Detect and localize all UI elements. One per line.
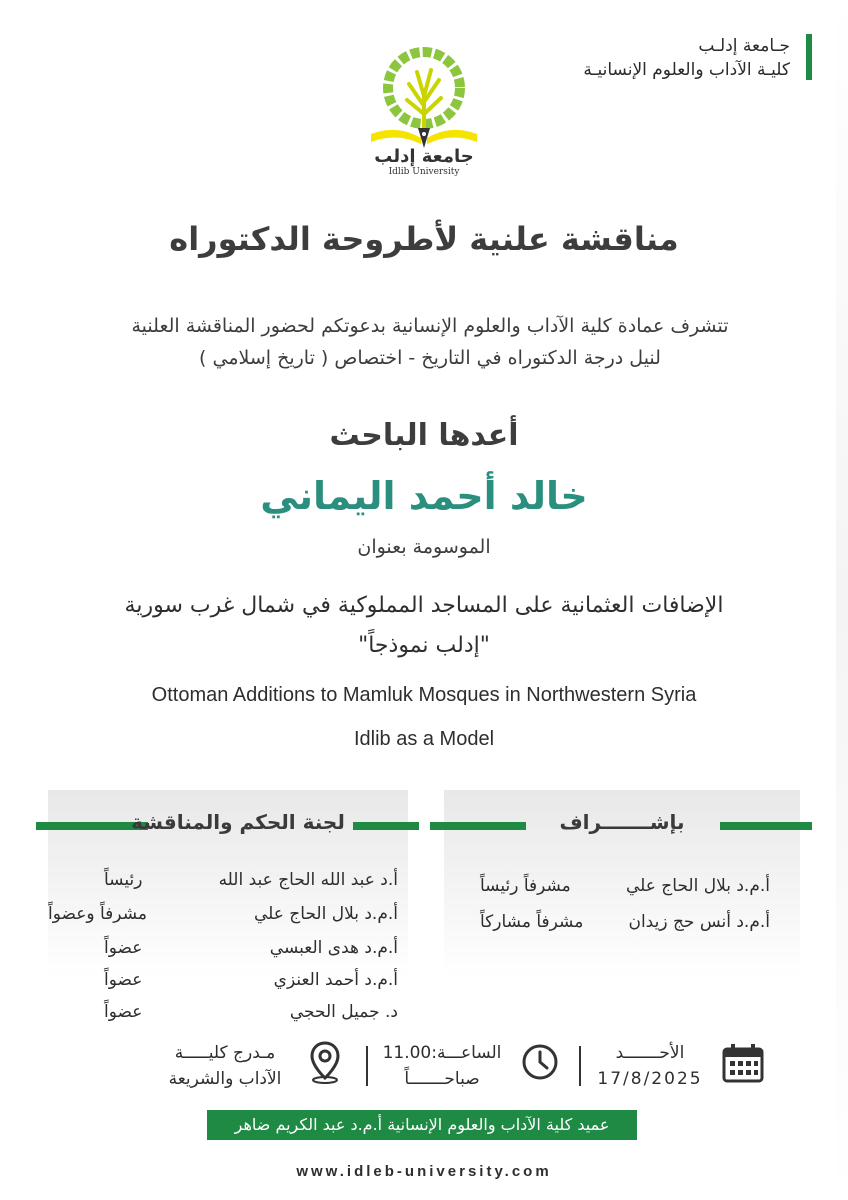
header-accent-bar bbox=[806, 34, 812, 80]
tree-book-logo-icon bbox=[359, 44, 489, 152]
committee-panel bbox=[48, 790, 408, 1040]
supervision-panel bbox=[444, 790, 800, 1040]
invitation-text bbox=[70, 310, 790, 374]
university-name: جـامعة إدلـب bbox=[698, 36, 790, 56]
info-divider-2 bbox=[366, 1046, 368, 1086]
clock-icon bbox=[520, 1042, 560, 1086]
researcher-name: خالد أحمد اليماني bbox=[260, 474, 588, 518]
supervision-heading-line-left bbox=[430, 822, 526, 830]
website-link[interactable]: www.idleb-university.com bbox=[296, 1163, 552, 1180]
university-header bbox=[512, 34, 812, 84]
committee-member-2-role: مشرفاً وعضواً bbox=[48, 904, 147, 924]
event-time bbox=[372, 1040, 512, 1092]
thesis-title-ar-line-2: "إدلب نموذجاً" bbox=[358, 633, 490, 658]
event-location-line-1: مـدرج كليـــــة bbox=[174, 1043, 276, 1063]
prepared-by-label: أعدها الباحث bbox=[329, 418, 519, 453]
thesis-title-arabic bbox=[0, 586, 848, 666]
committee-member-1-role: رئيساً bbox=[104, 870, 143, 890]
university-logo bbox=[354, 44, 494, 194]
supervision-heading-line-right bbox=[720, 822, 812, 830]
dean-banner: عميد كلية الآداب والعلوم الإنسانية أ.م.د عبد الكريم ضاهر bbox=[207, 1110, 637, 1140]
logo-arabic-name: جامعة إدلب bbox=[374, 146, 474, 167]
committee-member-5-name: د. جميل الحجي bbox=[289, 1002, 398, 1022]
committee-member-5-role: عضواً bbox=[104, 1002, 143, 1022]
thesis-title-en-line-1: Ottoman Additions to Mamluk Mosques in Northwestern Syria bbox=[151, 684, 697, 706]
event-location bbox=[150, 1040, 300, 1092]
calendar-icon bbox=[722, 1043, 764, 1087]
event-time-period: صباحـــــــاً bbox=[404, 1069, 480, 1089]
faculty-name: كليـة الآداب والعلوم الإنسانيـة bbox=[583, 60, 790, 80]
thesis-title-ar-line-1: الإضافات العثمانية على المساجد المملوكية في شمال غرب سورية bbox=[124, 593, 724, 618]
thesis-title-en-line-2: Idlib as a Model bbox=[353, 728, 495, 750]
event-date-value: 17/8/2025 bbox=[597, 1069, 703, 1089]
event-time-label: الساعـــة:11.00 bbox=[382, 1043, 502, 1063]
thesis-title-english bbox=[0, 673, 848, 761]
invitation-line-2: لنيل درجة الدكتوراه في التاريخ - اختصاص ( تاريخ إسلامي ) bbox=[199, 347, 661, 369]
committee-heading-line-right bbox=[353, 822, 419, 830]
committee-member-3-name: أ.م.د هدى العبسي bbox=[269, 938, 398, 958]
committee-member-2-name: أ.م.د بلال الحاج علي bbox=[253, 904, 398, 924]
supervisor-2-name: أ.م.د أنس حج زيدان bbox=[628, 912, 770, 932]
committee-member-3-role: عضواً bbox=[104, 938, 143, 958]
supervisor-1-role: مشرفاً رئيساً bbox=[480, 876, 571, 896]
event-date bbox=[584, 1040, 716, 1092]
supervisor-2-role: مشرفاً مشاركاً bbox=[480, 912, 584, 932]
invitation-line-1: تتشرف عمادة كلية الآداب والعلوم الإنسانية بدعوتكم لحضور المناقشة العلنية bbox=[131, 315, 729, 337]
committee-member-4-role: عضواً bbox=[104, 970, 143, 990]
titled-label: الموسومة بعنوان bbox=[357, 536, 491, 558]
location-pin-icon bbox=[308, 1040, 342, 1088]
committee-member-4-name: أ.م.د أحمد العنزي bbox=[273, 970, 398, 990]
info-divider-1 bbox=[579, 1046, 581, 1086]
supervisor-1-name: أ.م.د بلال الحاج علي bbox=[625, 876, 770, 896]
logo-english-name: Idlib University bbox=[388, 167, 460, 177]
event-day: الأحـــــــد bbox=[615, 1043, 685, 1063]
supervision-heading: بإشـــــــراف bbox=[559, 810, 685, 834]
page-title: مناقشة علنية لأطروحة الدكتوراه bbox=[169, 220, 679, 258]
committee-member-1-name: أ.د عبد الله الحاج عبد الله bbox=[218, 870, 398, 890]
committee-heading: لجنة الحكم والمناقشة bbox=[131, 810, 345, 834]
event-location-line-2: الآداب والشريعة bbox=[168, 1069, 282, 1089]
